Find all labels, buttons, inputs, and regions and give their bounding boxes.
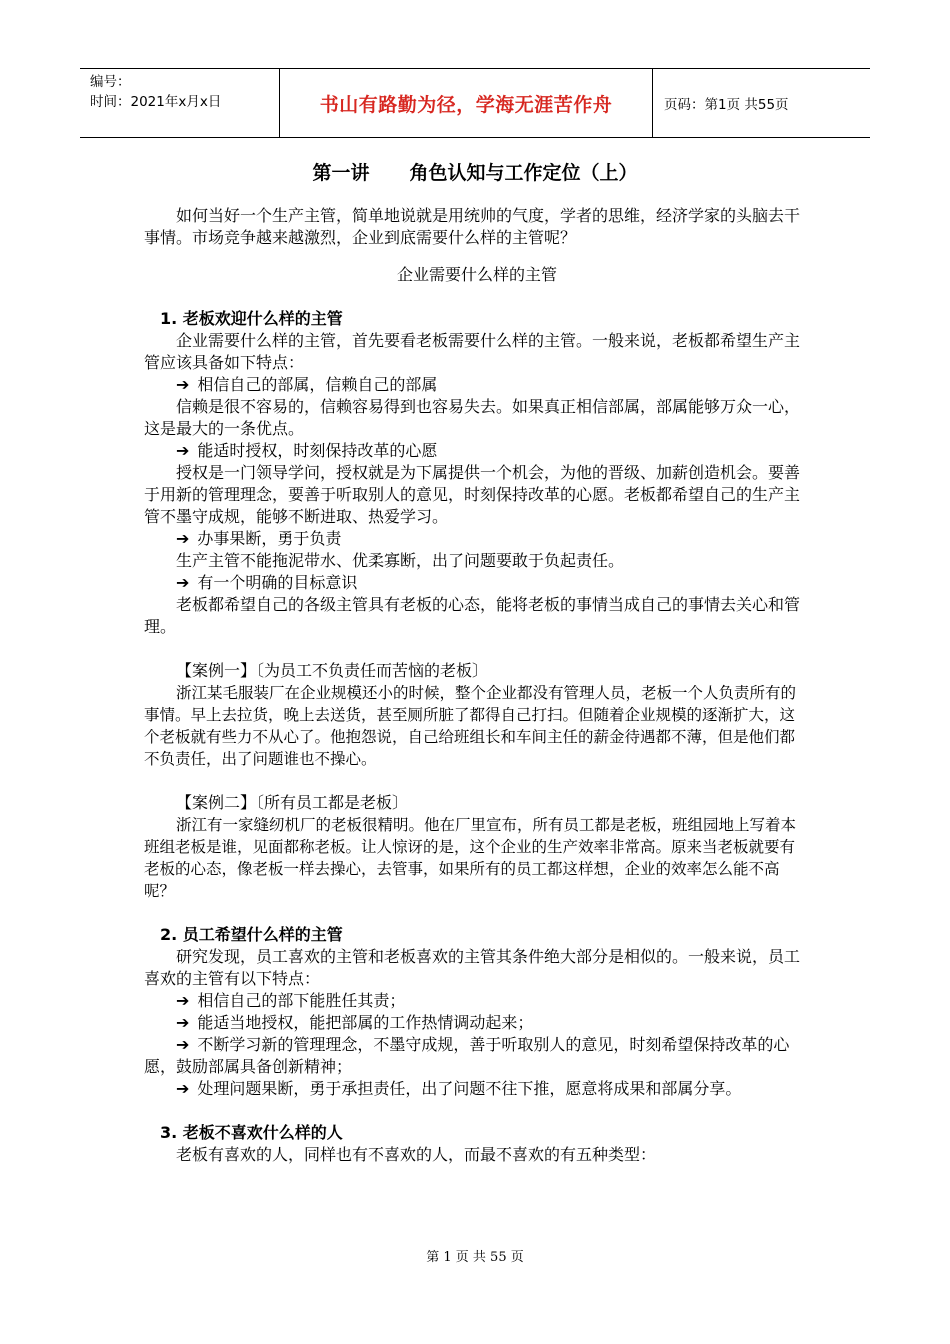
section-center-heading: 企业需要什么样的主管 bbox=[396, 265, 557, 284]
section1-bullet-1: ➔ 相信自己的部属，信赖自己的部属 bbox=[176, 375, 438, 394]
header-page-code: 页码：第1页 共55页 bbox=[664, 97, 789, 113]
section2-heading: 2. 员工希望什么样的主管 bbox=[160, 925, 343, 944]
section3-intro: 老板有喜欢的人，同样也有不喜欢的人，而最不喜欢的有五种类型： bbox=[176, 1145, 657, 1164]
arrow-icon: ➔ bbox=[176, 1079, 190, 1098]
header-middle-cell bbox=[280, 69, 653, 137]
section2-bullet-3: ➔ 不断学习新的管理理念，不墨守成规，善于听取别人的意见，时刻希望保持改革的心愿，鼓励部属具备创新精神； bbox=[144, 1035, 790, 1076]
arrow-icon: ➔ bbox=[176, 441, 190, 460]
arrow-icon: ➔ bbox=[176, 375, 190, 394]
section1-bullet-3: ➔ 办事果断，勇于负责 bbox=[176, 529, 342, 548]
document-body bbox=[144, 205, 810, 1166]
case1-title: 【案例一】〔为员工不负责任而苦恼的老板〕 bbox=[176, 661, 489, 680]
arrow-icon: ➔ bbox=[176, 1035, 190, 1054]
header-left-cell bbox=[80, 69, 280, 137]
arrow-icon: ➔ bbox=[176, 991, 190, 1010]
header-motto: 书山有路勤为径，学海无涯苦作舟 bbox=[319, 93, 613, 116]
page-header bbox=[80, 68, 870, 138]
lecture-title bbox=[0, 158, 950, 185]
section2-intro: 研究发现，员工喜欢的主管和老板喜欢的主管其条件绝大部分是相似的。一般来说，员工喜欢的主管有以下特点： bbox=[144, 947, 801, 988]
section3-heading: 3. 老板不喜欢什么样的人 bbox=[160, 1123, 343, 1142]
header-right-cell bbox=[652, 69, 870, 137]
section2-bullet-1: ➔ 相信自己的部下能胜任其责； bbox=[176, 991, 406, 1010]
section1-text-2: 授权是一门领导学问，授权就是为下属提供一个机会，为他的晋级、加薪创造机会。要善于用新的管理理念，要善于听取别人的意见，时刻保持改革的心愿。老板都希望自己的生产主管不墨守成规，能够不断进取、热爱学习。 bbox=[144, 463, 801, 526]
lecture-number: 第一讲 bbox=[312, 162, 370, 184]
section1-heading: 1. 老板欢迎什么样的主管 bbox=[160, 309, 343, 328]
lecture-name: 角色认知与工作定位（上） bbox=[409, 162, 638, 184]
arrow-icon: ➔ bbox=[176, 573, 190, 592]
arrow-icon: ➔ bbox=[176, 1013, 190, 1032]
case2-title: 【案例二】〔所有员工都是老板〕 bbox=[176, 793, 409, 812]
intro-paragraph: 如何当好一个生产主管，简单地说就是用统帅的气度，学者的思维，经济学家的头脑去干事情。市场竞争越来越激烈，企业到底需要什么样的主管呢？ bbox=[144, 206, 801, 247]
section1-intro: 企业需要什么样的主管，首先要看老板需要什么样的主管。一般来说，老板都希望生产主管应该具备如下特点： bbox=[144, 331, 801, 372]
section1-bullet-2: ➔ 能适时授权，时刻保持改革的心愿 bbox=[176, 441, 438, 460]
section1-text-1: 信赖是很不容易的，信赖容易得到也容易失去。如果真正相信部属，部属能够万众一心，这是最大的一条优点。 bbox=[144, 397, 801, 438]
section1-text-4: 老板都希望自己的各级主管具有老板的心态，能将老板的事情当成自己的事情去关心和管理。 bbox=[144, 595, 801, 636]
page-footer: 第 1 页 共 55 页 bbox=[426, 1250, 524, 1265]
case2-text: 浙江有一家缝纫机厂的老板很精明。他在厂里宣布，所有员工都是老板，班组园地上写着本班组老板是谁，见面都称老板。让人惊讶的是，这个企业的生产效率非常高。原来当老板就要有老板的心态，像老板一样去操心，去管事，如果所有的员工都这样想，企业的效率怎么能不高呢？ bbox=[144, 816, 797, 900]
section1-text-3: 生产主管不能拖泥带水、优柔寡断，出了问题要敢于负起责任。 bbox=[176, 551, 625, 570]
section2-bullet-4: ➔ 处理问题果断，勇于承担责任，出了问题不往下推，愿意将成果和部属分享。 bbox=[176, 1079, 742, 1098]
case1-text: 浙江某毛服装厂在企业规模还小的时候，整个企业都没有管理人员，老板一个人负责所有的事情。早上去拉货，晚上去送货，甚至厕所脏了都得自己打扫。但随着企业规模的逐渐扩大，这个老板就有些力不从心了。他抱怨说，自己给班组长和车间主任的薪金待遇都不薄，但是他们都不负责任，出了问题谁也不操心。 bbox=[144, 684, 797, 768]
header-number: 编号： bbox=[90, 74, 131, 90]
arrow-icon: ➔ bbox=[176, 529, 190, 548]
section1-bullet-4: ➔ 有一个明确的目标意识 bbox=[176, 573, 358, 592]
section2-bullet-2: ➔ 能适当地授权，能把部属的工作热情调动起来； bbox=[176, 1013, 534, 1032]
header-time: 时间：2021年x月x日 bbox=[90, 94, 222, 110]
